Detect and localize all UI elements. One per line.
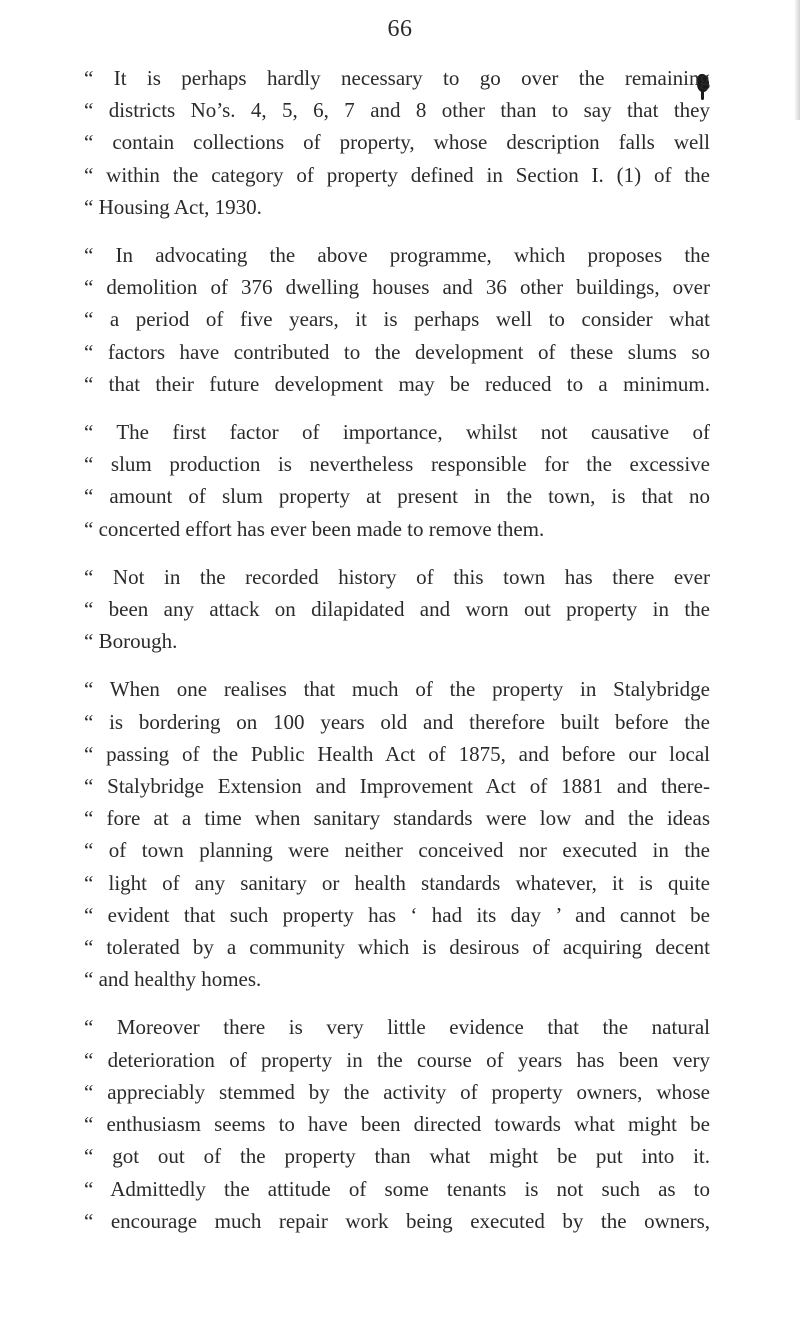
text-line: “ been any attack on dilapidated and worn out property in the xyxy=(84,597,710,622)
text-line: “ Stalybridge Extension and Improvement Act of 1881 and there- xyxy=(84,774,710,799)
text-line: “ In advocating the above programme, which proposes the xyxy=(84,243,710,268)
text-line: “ appreciably stemmed by the activity of property owners, whose xyxy=(84,1079,710,1104)
text-line: “ contain collections of property, whose description falls well xyxy=(84,130,710,155)
text-line: “ Housing Act, 1930. xyxy=(84,194,262,219)
paragraph xyxy=(84,62,710,223)
text-line: “ slum production is nevertheless responsible for the excessive xyxy=(84,452,710,477)
text-line: “ When one realises that much of the property in Stalybridge xyxy=(84,677,710,702)
text-line: “ Moreover there is very little evidence that the natural xyxy=(84,1015,710,1040)
paragraph xyxy=(84,673,710,995)
text-line: “ concerted effort has ever been made to remove them. xyxy=(84,516,545,541)
text-line: “ of town planning were neither conceived nor executed in the xyxy=(84,838,710,863)
text-line: “ enthusiasm seems to have been directed towards what might be xyxy=(84,1112,710,1137)
text-line: “ within the category of property defined in Section I. (1) of the xyxy=(84,162,710,187)
text-line: “ is bordering on 100 years old and therefore built before the xyxy=(84,709,710,734)
text-line: “ Admittedly the attitude of some tenants is not such as to xyxy=(84,1176,710,1201)
text-line: “ and healthy homes. xyxy=(84,967,262,992)
text-line: “ encourage much repair work being executed by the owners, xyxy=(84,1208,710,1233)
paragraph xyxy=(84,416,710,545)
text-line: “ light of any sanitary or health standards whatever, it is quite xyxy=(84,870,710,895)
text-line: “ got out of the property than what might be put into it. xyxy=(84,1144,710,1169)
page-edge-shadow xyxy=(794,0,800,120)
text-line: “ amount of slum property at present in the town, is that no xyxy=(84,484,710,509)
text-line: “ passing of the Public Health Act of 1875, and before our local xyxy=(84,741,710,766)
text-line: “ districts No’s. 4, 5, 6, 7 and 8 other than to say that they xyxy=(84,98,710,123)
text-line: “ a period of five years, it is perhaps well to consider what xyxy=(84,307,710,332)
text-line: “ factors have contributed to the development of these slums so xyxy=(84,339,710,364)
text-line: “ The first factor of importance, whilst not causative of xyxy=(84,420,710,445)
paragraph xyxy=(84,1011,710,1236)
text-line: “ It is perhaps hardly necessary to go over the remaining xyxy=(84,66,710,90)
text-line: “ tolerated by a community which is desirous of acquiring decent xyxy=(84,935,710,960)
text-line: “ evident that such property has ‘ had its day ’ and cannot be xyxy=(84,902,710,927)
text-line: “ deterioration of property in the course of years has been very xyxy=(84,1047,710,1072)
text-line: “ Borough. xyxy=(84,629,178,654)
text-line: “ that their future development may be reduced to a minimum. xyxy=(84,371,710,396)
paragraph xyxy=(84,239,710,400)
text-line: “ fore at a time when sanitary standards were low and the ideas xyxy=(84,806,710,831)
page-number: 66 xyxy=(387,16,413,42)
text-line: “ demolition of 376 dwelling houses and 36 other buildings, over xyxy=(84,275,710,300)
body-text xyxy=(84,62,710,1253)
text-line: “ Not in the recorded history of this town has there ever xyxy=(84,564,710,589)
paragraph xyxy=(84,561,710,658)
